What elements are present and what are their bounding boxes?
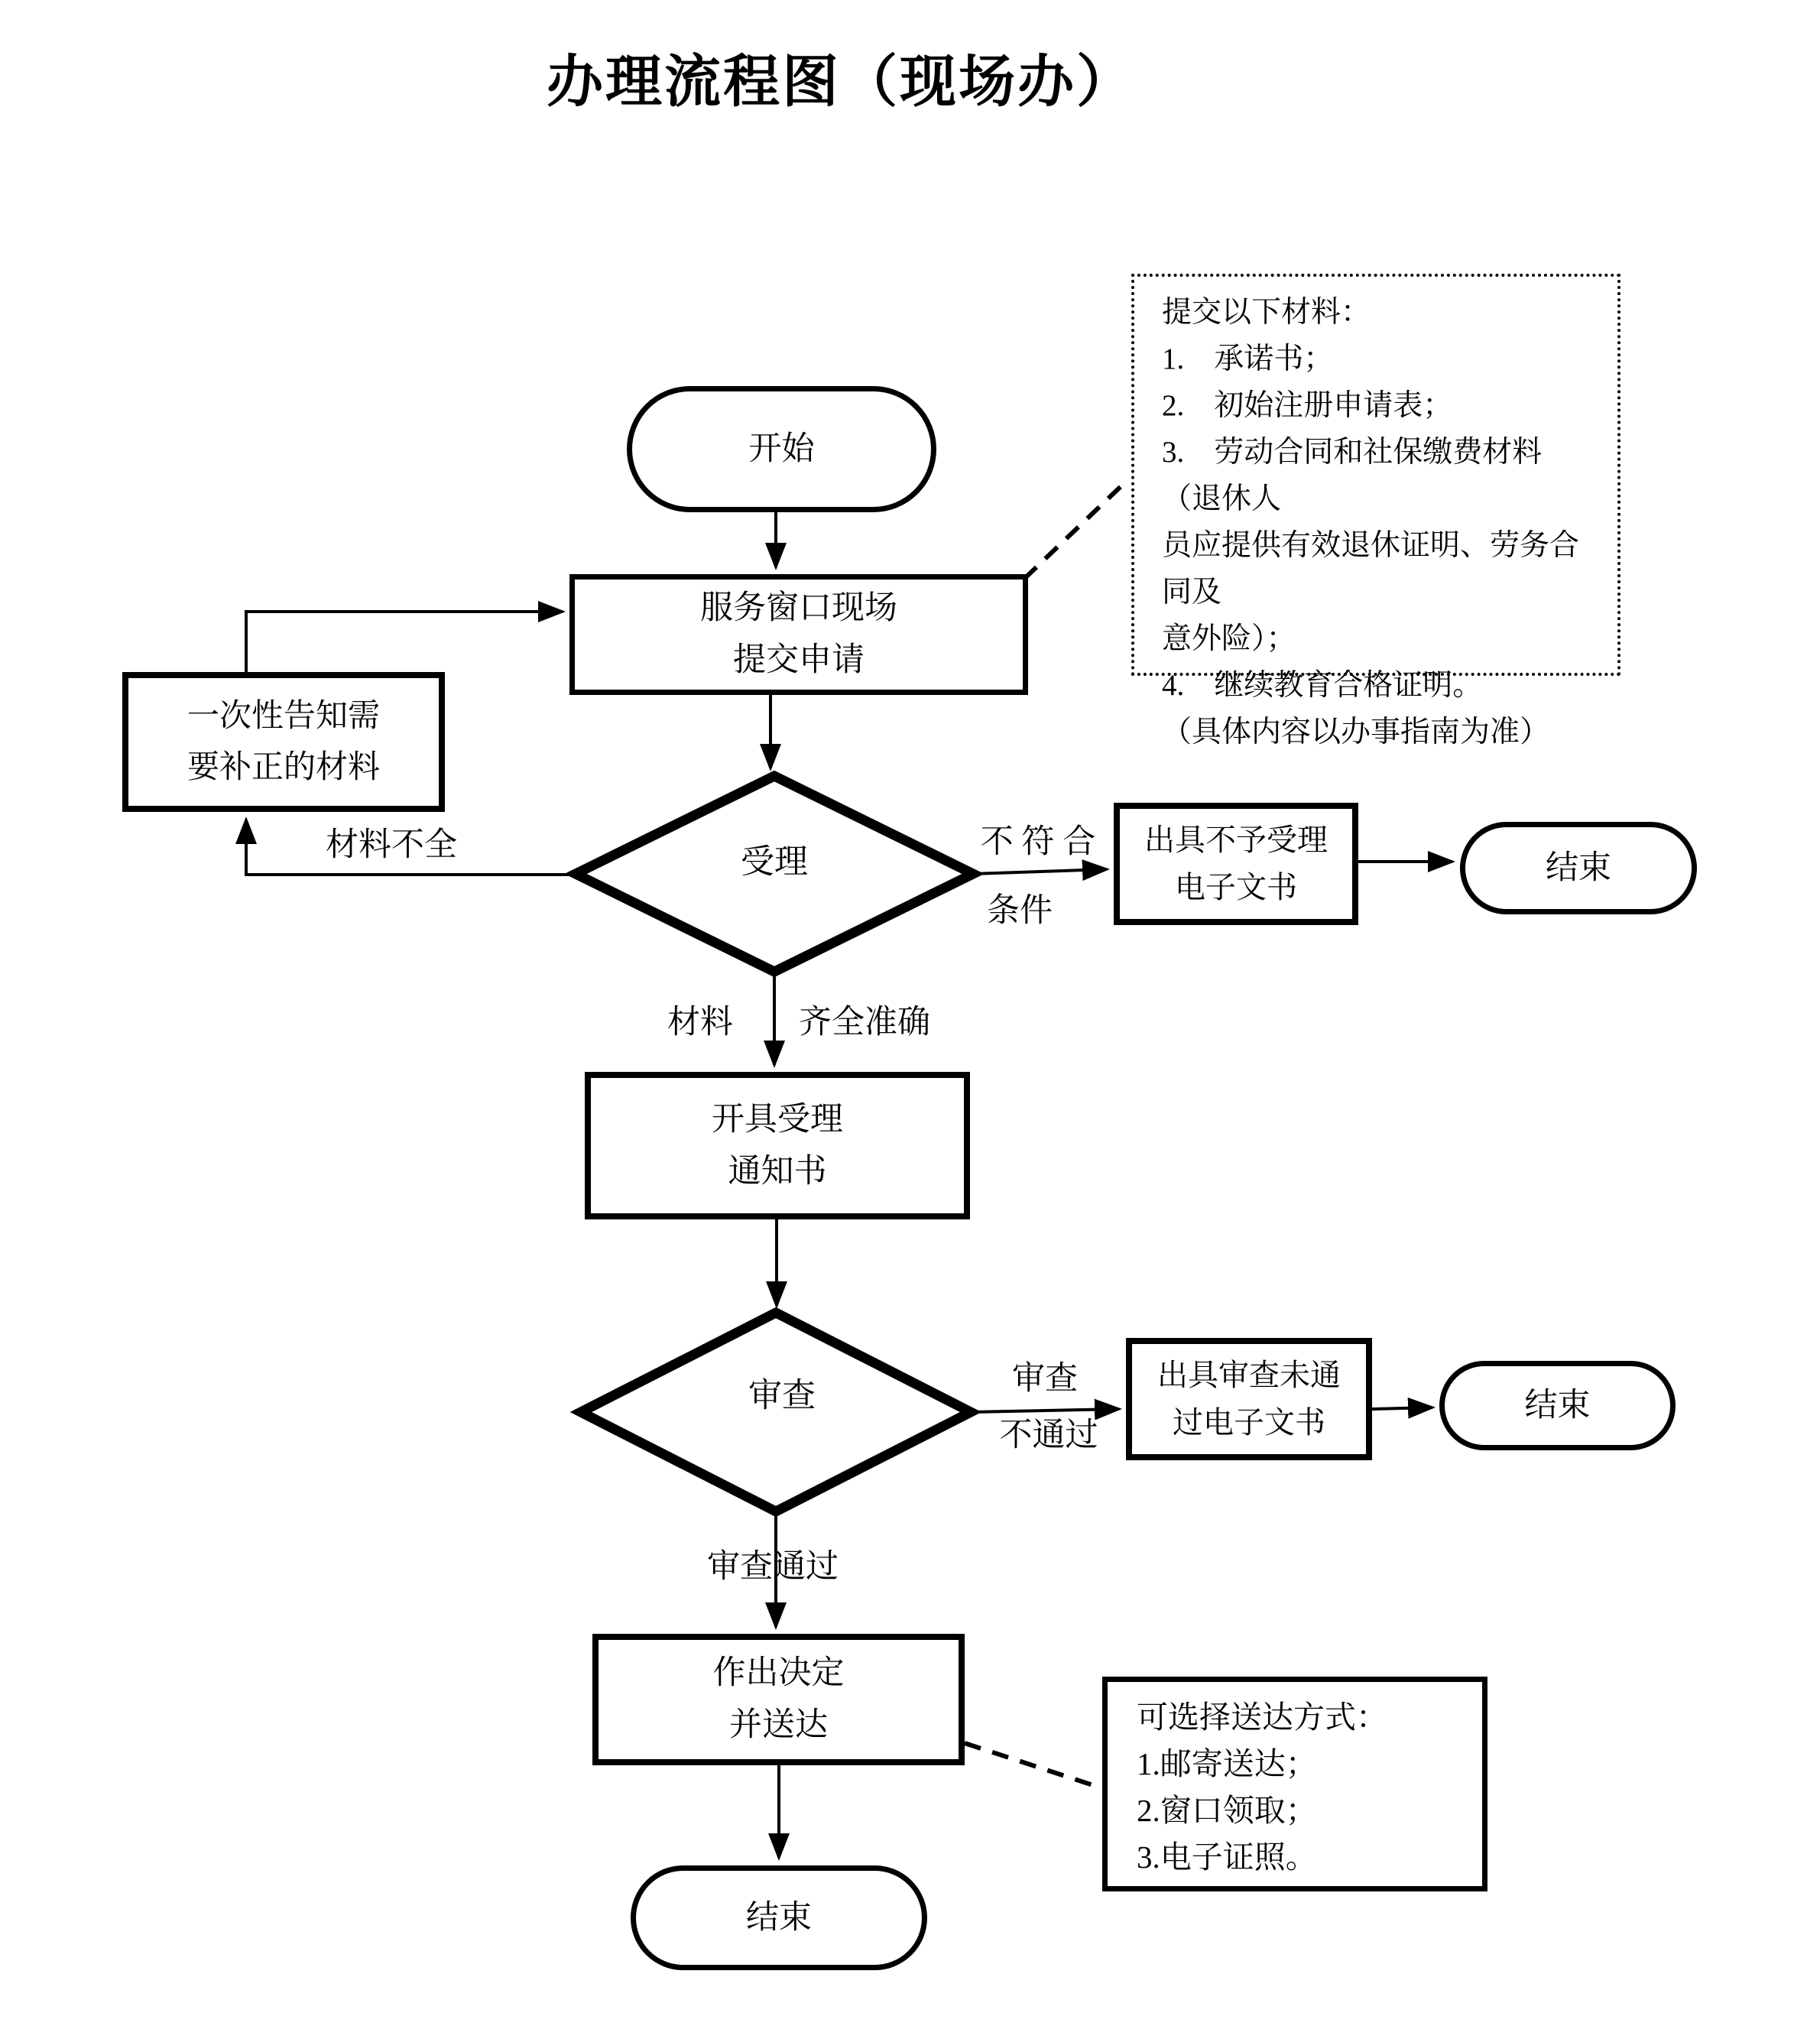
edge-label-fail-word: 不通过: [999, 1417, 1098, 1454]
end-after-review-fail-label: 结束: [1524, 1387, 1591, 1424]
end-after-rejection-label: 结束: [1546, 849, 1611, 886]
acceptance-decision-label: 受理: [741, 843, 808, 881]
acceptance-notice-line1: 开具受理: [712, 1101, 843, 1138]
make-decision-line1: 作出决定: [712, 1655, 845, 1692]
edge-label-materials-incomplete: 材料不全: [326, 827, 457, 864]
acceptance-notice-node: [585, 1072, 970, 1219]
submit-application-line1: 服务窗口现场: [700, 590, 897, 627]
submit-application-node: [569, 574, 1028, 695]
delivery-note-line: 1.邮寄送达；: [1137, 1746, 1317, 1781]
acceptance-notice-line2: 通知书: [728, 1153, 827, 1190]
end-final-node: [631, 1865, 927, 1970]
make-decision-line2: 并送达: [729, 1707, 828, 1743]
materials-note: [1131, 274, 1620, 748]
review-fail-document-node: [1126, 1338, 1372, 1460]
delivery-note-line: 2.窗口领取；: [1137, 1793, 1317, 1828]
materials-note-line: 3. 劳动合同和社保缴费材料（退休人: [1162, 436, 1543, 515]
edge-label-complete-accurate: 齐全准确: [799, 1005, 930, 1041]
delivery-note: [1102, 1677, 1487, 1891]
end-after-rejection-node: [1460, 822, 1697, 914]
rejection-document-line1: 出具不予受理: [1144, 823, 1328, 857]
notify-correction-line2: 要补正的材料: [187, 749, 380, 785]
materials-note-line: 2. 初始注册申请表；: [1162, 389, 1453, 422]
make-decision-deliver-node: [592, 1634, 965, 1765]
materials-note-line: 提交以下材料：: [1162, 296, 1371, 329]
start-label: 开始: [748, 430, 815, 467]
review-fail-document-line2: 过电子文书: [1173, 1405, 1325, 1440]
materials-note-line: 员应提供有效退休证明、劳务合同及: [1162, 529, 1580, 609]
review-decision-label: 审查: [748, 1376, 816, 1414]
edge-label-not-meet-line2: 条件: [987, 893, 1053, 930]
end-final-label: 结束: [746, 1899, 812, 1936]
review-fail-document-line1: 出具审查未通: [1157, 1358, 1341, 1392]
end-after-review-fail-node: [1439, 1361, 1676, 1450]
delivery-note-line: 3.电子证照。: [1137, 1839, 1317, 1875]
materials-note-line: 意外险）；: [1162, 622, 1296, 655]
edge-label-materials-word: 材料: [667, 1005, 733, 1041]
notify-correction-line1: 一次性告知需: [187, 699, 380, 735]
edge-dashed-to-materials-note: [1024, 479, 1128, 579]
start-node: [627, 386, 936, 512]
rejection-document-node: [1114, 803, 1358, 925]
edge-label-review-passed: 审查通过: [707, 1549, 839, 1586]
edge-notify-to-submit: [246, 612, 563, 672]
edge-review-to-fail-doc: [971, 1409, 1119, 1412]
notify-correction-node: [122, 672, 445, 812]
edge-acceptance-to-rejection-doc: [973, 869, 1107, 874]
materials-note-line: 4. 继续教育合格证明。: [1162, 669, 1483, 702]
edge-label-review-word: 审查: [1012, 1361, 1078, 1398]
materials-note-line: （具体内容以办事指南为准）: [1162, 716, 1550, 748]
delivery-note-line: 可选择送达方式：: [1137, 1700, 1387, 1735]
materials-note-line: 1. 承诺书；: [1162, 343, 1334, 375]
edge-dashed-to-delivery-note: [965, 1743, 1098, 1787]
page-title: 办理流程图（现场办）: [547, 51, 1135, 114]
edge-fail-doc-to-end2: [1372, 1407, 1432, 1409]
edge-label-not-meet-line1: 不 符 合: [980, 824, 1096, 861]
submit-application-line2: 提交申请: [733, 642, 865, 678]
rejection-document-line2: 电子文书: [1175, 870, 1297, 904]
